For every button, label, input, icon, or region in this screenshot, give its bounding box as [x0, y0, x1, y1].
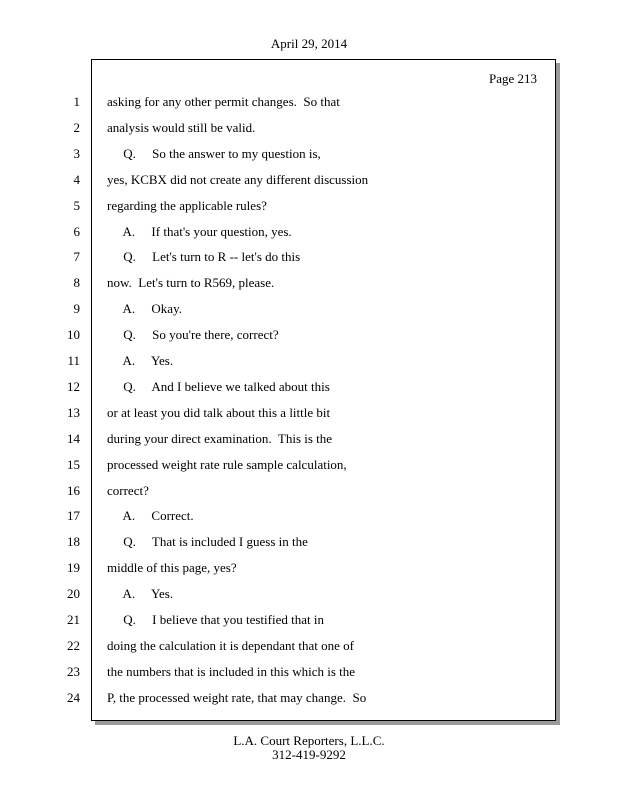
line-number: 10 — [67, 327, 80, 342]
line-number: 20 — [67, 586, 80, 601]
line-number: 4 — [73, 172, 80, 187]
transcript-line: the numbers that is included in this which is the — [107, 664, 356, 679]
line-number: 15 — [67, 457, 80, 472]
header-date: April 29, 2014 — [270, 36, 348, 51]
line-number: 8 — [73, 275, 80, 290]
line-number: 6 — [73, 224, 80, 239]
line-number: 2 — [73, 120, 80, 135]
transcript-line: Q. So you're there, correct? — [107, 327, 279, 342]
transcript-line: doing the calculation it is dependant that one of — [107, 638, 354, 653]
transcript-line: Q. And I believe we talked about this — [107, 379, 330, 394]
line-number: 9 — [73, 301, 80, 316]
transcript-line: A. Correct. — [107, 508, 194, 523]
transcript-line: middle of this page, yes? — [107, 560, 237, 575]
transcript-line: A. Yes. — [107, 586, 174, 601]
page-number: Page 213 — [488, 71, 537, 86]
transcript-line: or at least you did talk about this a little bit — [107, 405, 331, 420]
transcript-line: regarding the applicable rules? — [107, 198, 267, 213]
transcript-line: yes, KCBX did not create any different discussion — [107, 172, 369, 187]
line-number: 7 — [73, 249, 80, 264]
transcript-line: correct? — [107, 483, 149, 498]
line-number: 23 — [67, 664, 80, 679]
line-number: 17 — [67, 508, 80, 523]
transcript-line: Q. That is included I guess in the — [107, 534, 308, 549]
line-number: 14 — [67, 431, 80, 446]
transcript-line: now. Let's turn to R569, please. — [107, 275, 275, 290]
transcript-line: Q. Let's turn to R -- let's do this — [107, 249, 301, 264]
line-number: 13 — [67, 405, 80, 420]
transcript-line: asking for any other permit changes. So that — [107, 94, 340, 109]
line-number: 1 — [73, 94, 80, 109]
line-number: 19 — [67, 560, 80, 575]
line-number: 21 — [67, 612, 80, 627]
line-number: 22 — [67, 638, 80, 653]
transcript-line: A. Okay. — [107, 301, 182, 316]
line-number: 3 — [73, 146, 80, 161]
line-number: 11 — [67, 353, 80, 368]
line-number: 16 — [67, 483, 80, 498]
line-number: 12 — [67, 379, 80, 394]
transcript-line: A. If that's your question, yes. — [107, 224, 292, 239]
line-number: 24 — [67, 690, 80, 705]
transcript-line: processed weight rate rule sample calculation, — [107, 457, 347, 472]
transcript-line: P, the processed weight rate, that may change. So — [107, 690, 367, 705]
footer-phone: 312-419-9292 — [272, 747, 346, 762]
transcript-line: during your direct examination. This is the — [107, 431, 333, 446]
transcript-line: Q. So the answer to my question is, — [107, 146, 321, 161]
transcript-line: analysis would still be valid. — [107, 120, 256, 135]
transcript-line: Q. I believe that you testified that in — [107, 612, 324, 627]
transcript-line: A. Yes. — [107, 353, 174, 368]
line-number: 5 — [73, 198, 80, 213]
footer-company: L.A. Court Reporters, L.L.C. — [233, 733, 385, 748]
line-number: 18 — [67, 534, 80, 549]
